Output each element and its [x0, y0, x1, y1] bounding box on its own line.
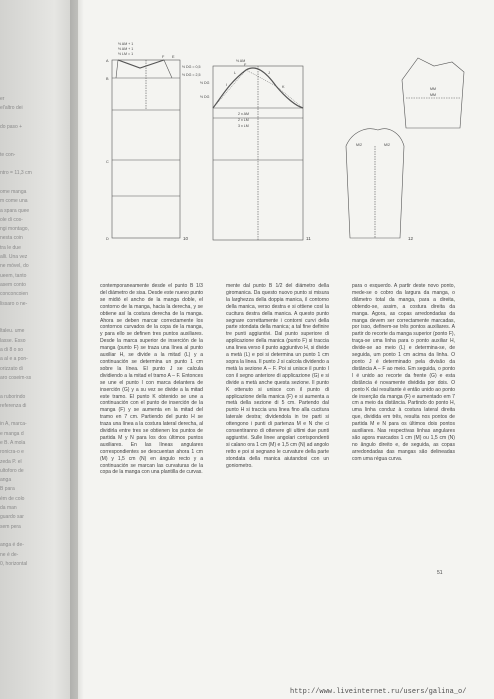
previous-page-line: nesta coin: [0, 235, 23, 242]
previous-page-line: ém de colo: [0, 495, 25, 502]
fig10-top-label-1: ½ AM + 1: [118, 42, 134, 46]
figure-12-sleeve-pieces: [346, 58, 464, 238]
previous-page-line: referenza di: [0, 402, 27, 409]
text-column-spanish: [100, 283, 203, 476]
previous-page-line: er: [0, 96, 5, 102]
fig10-side-label-1: ½ DG = 0,5: [182, 65, 201, 69]
fig10-point-c: C: [106, 160, 109, 164]
fig11-mid-label-2: 2 x LM: [238, 118, 249, 122]
fig11-point-i: I: [226, 83, 228, 87]
previous-page-line: anga é de-: [0, 542, 24, 549]
previous-page-line: sem pera: [0, 523, 21, 530]
fig12-label-3: M/2: [356, 143, 362, 147]
previous-page-line: a al e a pon-: [0, 356, 28, 363]
previous-page-line: ngi montago,: [0, 226, 29, 233]
fig11-point-f: F: [244, 63, 247, 67]
previous-page-line: ne móvel, do: [0, 263, 29, 270]
previous-page-line: alli. Una vez: [0, 254, 28, 261]
fig10-top-label-3: ½ LM = 1: [118, 52, 134, 56]
fig10-top-label-2: ½ AM + 1: [118, 47, 134, 51]
previous-page-line: zeda P. el: [0, 458, 22, 465]
fig12-label-2: MM: [430, 93, 436, 97]
previous-page-line: da man: [0, 505, 17, 512]
fig11-mid-label-3: 3 x LM: [238, 124, 249, 128]
previous-page-line: e manga d: [0, 430, 24, 437]
column-paragraph-3: para o esquerdo. A partir deste novo ponto, mede-se o cobro da largura da manga, o diâmetro total da manga, para a direita, obtendo-se, assim, a costura direita da manga. Agora, as copas arredondadas da manga devem ser correctamente marcadas, por isso, definem-se três pontos auxiliares. A partir do recorte da manga superior (ponto F), traça-se uma linha para o ponto auxiliar H, divide-se ao meio (L) e determina-se, de seguida, um ponto 1 cm acima da linha. O ponto J é determinado pela divisão da distância A – F ao meio. Em seguida, o ponto I é unido ao recorte da frente (G) e esta distância é novamente dividida por dois. O ponto K daí resultante é então unido ao ponto de inserção da manga (F) e aumentado em 7 cm a meio da distância. Partindo do ponto H, uma linha conduz à costura lateral direita que, dividida em três, resulta nos pontos de partida M e N para os últimos dois pontos auxiliares. Nas respectivas linhas angulares são agora marcados 1 cm (M) ou 1,5 cm (N) no ângulo direito e, de seguida, as copas arredondadas das mangas são delineadas com uma régua curva.: [352, 283, 455, 462]
fig11-side-label-2: ½ DG: [200, 95, 210, 99]
figure-10-bodice-grid: [112, 60, 180, 238]
previous-page-line: ne é de-: [0, 551, 19, 558]
fig11-point-l: L: [234, 71, 237, 75]
previous-page-line: m come una: [0, 198, 28, 205]
previous-page-line: anga: [0, 477, 12, 484]
fig12-label-1: MM: [430, 87, 436, 91]
previous-page-line: a spara quee: [0, 207, 30, 214]
fig10-point-d: D: [106, 237, 109, 241]
fig10-outer-rect: [112, 60, 180, 238]
fig10-point-a: A: [106, 59, 109, 63]
text-column-italian: [226, 283, 329, 469]
figure-number-11: 11: [306, 236, 311, 241]
figure-11-sleeve-draft: [213, 66, 303, 240]
previous-page-line: ole di cos-: [0, 216, 23, 223]
fig11-side-label-1: ½ DG: [200, 81, 210, 85]
column-paragraph-2: mente dal punto B 1/2 del diámetro della giromanica. Da questo nuovo punto si misura la larghezza della doppia manica, il contorno della manica, verso destra e si ottiene così la cucitura destra della manica. A questo punto segnare correttamente i contorni curvi della parte stondata della manica; a tal fine definire tre punti aggiuntivi. Dal punto superiore di applicazione della manica (punto F) si traccia una linea verso il punto aggiuntivo H, si divide a metà (L) e poi si determina un punto 1 cm sopra la linea. Il punto J si calcola dividendo a metà la sezione A – F. Poi si unisce il punto I con il segno anteriore di applicazione (G) e si divide a metà anche questa sezione. Il punto K ottenuto si unisce con il punto di applicazione della manica (F) e si aumenta a metà della sezione di 5 cm. Partendo dal punto H si traccia una linea fino alla cucitura laterale destra; dividendola in tre parti si ottengono i punti di partenza M e N che ci consentiranno di ottenere gli ultimi due punti aggiuntivi. Sulle linee angolari corrispondenti si calano ora 1 cm (M) e 1,5 cm (N) ad angolo retto e poi si segnano le curvature della parte stondata della manica aiutandosi con un goniometro.: [226, 283, 329, 469]
previous-page-line: ronicra-o e: [0, 449, 24, 456]
column-paragraph-1: contemporaneamente desde el punto B 1/3 del diámetro de sisa. Desde este nuevo punto se midió el ancho de la manga doble, el contorno de la manga, hacia la derecha, y se obtiene así la costura derecha de la manga. Ahora se deben marcar correctamente los contornos curvados de la copa de la manga, y para ello se definen tres puntos auxiliares. Desde la marca superior de inserción de la manga (punto F) se traza una línea al punto auxiliar H, se divide a la mitad (L) y a continuación se determina un punto 1 cm sobre la línea. El punto J se calcula dividiendo a la mitad el tramo A – F. Entonces se une el punto I con marca delantera de inserción (G) y a su vez se divide a la mitad este tramo. El punto K obtenido se une a continuación con el punto de inserción de la manga (F) y se aumenta en la mitad del tramo en 7 cm. Partiendo del punto H se traza una línea a la costura lateral derecha, al dividirla entre tres se obtienen los puntos de partida M y N para los dos últimos puntos auxiliares. En las líneas angulares correspondientes se descuentan ahora 1 cm (M) y 1,5 cm (N) en ángulo recto y a continuación se marcan las curvaturas de la copa de la manga con una plantilla de curvas.: [100, 283, 203, 476]
previous-page-line: a di 8 o so: [0, 347, 24, 354]
previous-page-line: ultoforo de: [0, 467, 24, 474]
previous-page-line: ome manga: [0, 188, 27, 195]
watermark-url[interactable]: http://www.liveinternet.ru/users/galina_o/: [290, 688, 467, 696]
fig11-mid-label-1: 2 x AM: [238, 112, 249, 116]
previous-page-line: a ruborindo: [0, 393, 26, 400]
previous-page-line: e B. A mola: [0, 439, 26, 446]
fig11-point-j: J: [268, 71, 270, 75]
previous-page-line: guardo sar: [0, 514, 24, 521]
previous-page-line: orizzato di: [0, 365, 23, 372]
previous-page-line: el'altro dei: [0, 105, 23, 112]
previous-page-line: asem conto: [0, 281, 26, 288]
previous-page-line: conconcoien: [0, 291, 29, 298]
previous-page-line: lissaro o ne-: [0, 300, 28, 307]
previous-page-line: in A, marca-: [0, 421, 27, 428]
fig11-top-label: ½ AM: [236, 59, 246, 63]
previous-page-line: 0, horizontal: [0, 560, 28, 567]
previous-page-line: ltaleu. ume: [0, 328, 25, 335]
fig10-point-f: F: [162, 55, 165, 59]
fig10-point-b: B: [106, 77, 109, 81]
fig12-label-4: M/2: [384, 143, 390, 147]
previous-page-line: aro coseim-ss: [0, 374, 32, 381]
fig11-point-k: K: [282, 85, 285, 89]
figure-number-12: 12: [408, 236, 414, 241]
previous-page-line: B para: [0, 486, 15, 493]
figure-number-10: 10: [183, 236, 189, 241]
fig10-point-e: E: [172, 55, 175, 59]
previous-page-line: te con-: [0, 151, 16, 158]
page-number: 51: [437, 570, 443, 576]
previous-page-line: tra le due: [0, 244, 21, 251]
previous-page-line: ueem, tanto: [0, 272, 27, 279]
fig10-side-label-2: ½ DG = 2,5: [182, 73, 201, 77]
previous-page-line: lasse. Esso: [0, 337, 26, 344]
previous-page-line: do paso +: [0, 123, 23, 130]
text-column-portuguese: [352, 283, 455, 463]
previous-page-line: ntro = 11,3 cm: [0, 170, 32, 177]
